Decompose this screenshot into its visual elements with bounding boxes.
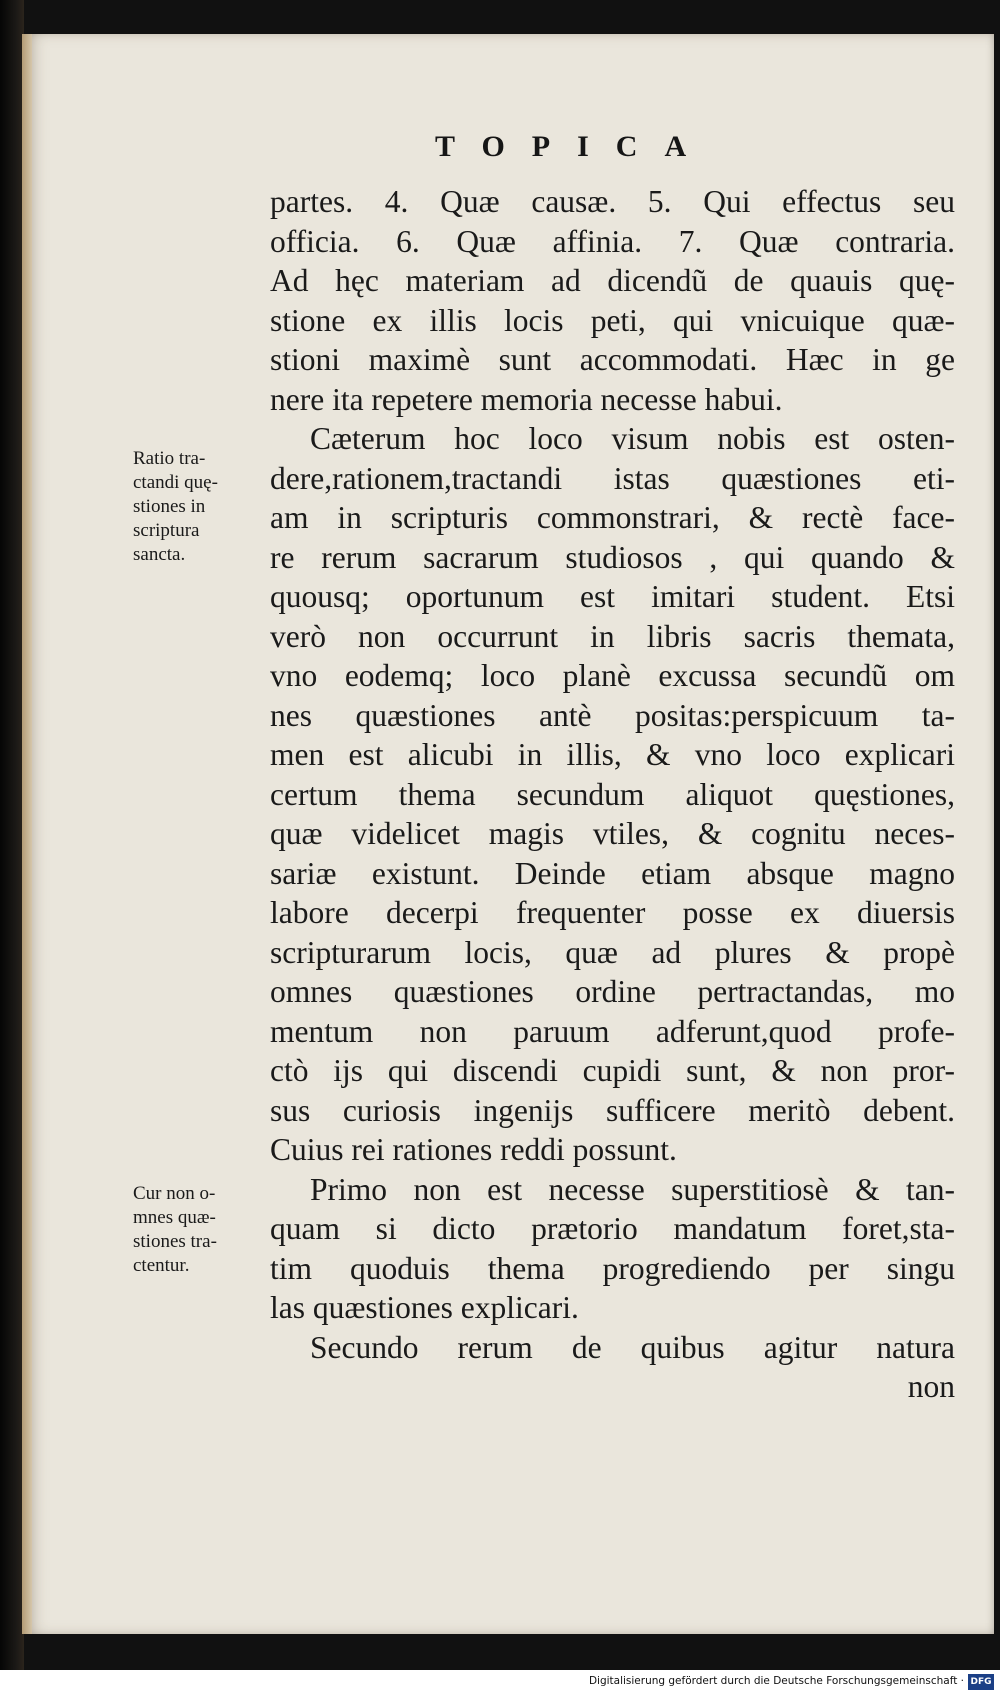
text-line: certum thema secundum aliquot quęstiones,: [270, 776, 955, 812]
text-line: nes quæstiones antè positas:perspicuum ta-: [270, 697, 955, 733]
text-line: nere ita repetere memoria necesse habui.: [270, 381, 783, 417]
text-line: vno eodemq; loco planè excussa secundũ om: [270, 658, 955, 693]
text-line: am in scripturis commonstrari, & rectè face-: [270, 500, 955, 535]
margin-note-line: stiones tra-: [133, 1231, 217, 1252]
text-line: Ad hęc materiam ad dicendũ de quauis quę-: [270, 263, 955, 298]
text-line: officia. 6. Quæ affinia. 7. Quæ contraria.: [270, 223, 955, 259]
text-line: labore decerpi frequenter posse ex diuersis: [270, 895, 955, 930]
text-line: Cuius rei rationes reddi possunt.: [270, 1132, 677, 1167]
text-line: quæ videlicet magis vtiles, & cognitu neces-: [270, 816, 955, 851]
margin-note-cur-non: [133, 1182, 263, 1278]
text-line: stioni maximè sunt accommodati. Hæc in ge: [270, 342, 955, 377]
text-line: re rerum sacrarum studiosos , qui quando &: [270, 539, 955, 575]
text-line: las quæstiones explicari.: [270, 1290, 579, 1325]
dfg-logo-icon: DFG: [968, 1674, 994, 1690]
margin-note-line: scriptura: [133, 520, 200, 541]
text-line: Primo non est necesse superstitiosè & tan-: [310, 1171, 955, 1207]
margin-note-ratio: [133, 447, 263, 567]
text-line: partes. 4. Quæ causæ. 5. Qui effectus seu: [270, 184, 955, 219]
catchword: non: [907, 1369, 955, 1404]
text-line: quam si dicto prætorio mandatum foret,sta-: [270, 1211, 955, 1246]
margin-note-line: stiones in: [133, 496, 206, 517]
text-line: ctò ijs qui discendi cupidi sunt, & non pror-: [270, 1053, 955, 1088]
text-line: men est alicubi in illis, & vno loco explicari: [270, 737, 955, 772]
book-spine: [0, 0, 24, 1670]
text-line: verò non occurrunt in libris sacris themata,: [270, 618, 955, 654]
margin-note-line: Cur non o-: [133, 1183, 216, 1204]
page-gutter-edge: [22, 34, 32, 1634]
text-line: Cæterum hoc loco visum nobis est osten-: [310, 421, 955, 456]
text-line: quousq; oportunum est imitari student. Etsi: [270, 579, 955, 614]
text-line: scripturarum locis, quæ ad plures & propè: [270, 934, 955, 970]
body-text: [270, 182, 955, 1407]
text-line: sus curiosis ingenijs sufficere meritò debent.: [270, 1092, 955, 1128]
text-line: stione ex illis locis peti, qui vnicuique quæ-: [270, 302, 955, 338]
text-line: Secundo rerum de quibus agitur natura: [310, 1329, 955, 1365]
margin-note-line: Ratio tra-: [133, 448, 206, 469]
text-line: mentum non paruum adferunt,quod profe-: [270, 1013, 955, 1049]
running-title: TOPICA: [435, 130, 714, 163]
margin-note-line: ctandi quę-: [133, 472, 218, 493]
footer-bar: [0, 1670, 1000, 1697]
text-line: sariæ existunt. Deinde etiam absque magno: [270, 855, 955, 891]
text-line: dere,rationem,tractandi istas quæstiones eti-: [270, 460, 955, 496]
funding-credit: Digitalisierung gefördert durch die Deutsche Forschungsgemeinschaft ·: [588, 1675, 964, 1687]
margin-note-line: sancta.: [133, 544, 186, 565]
text-line: omnes quæstiones ordine pertractandas, mo: [270, 974, 955, 1009]
margin-note-line: mnes quæ-: [133, 1207, 216, 1228]
text-line: tim quoduis thema progrediendo per singu: [270, 1250, 955, 1286]
margin-note-line: ctentur.: [133, 1255, 190, 1276]
